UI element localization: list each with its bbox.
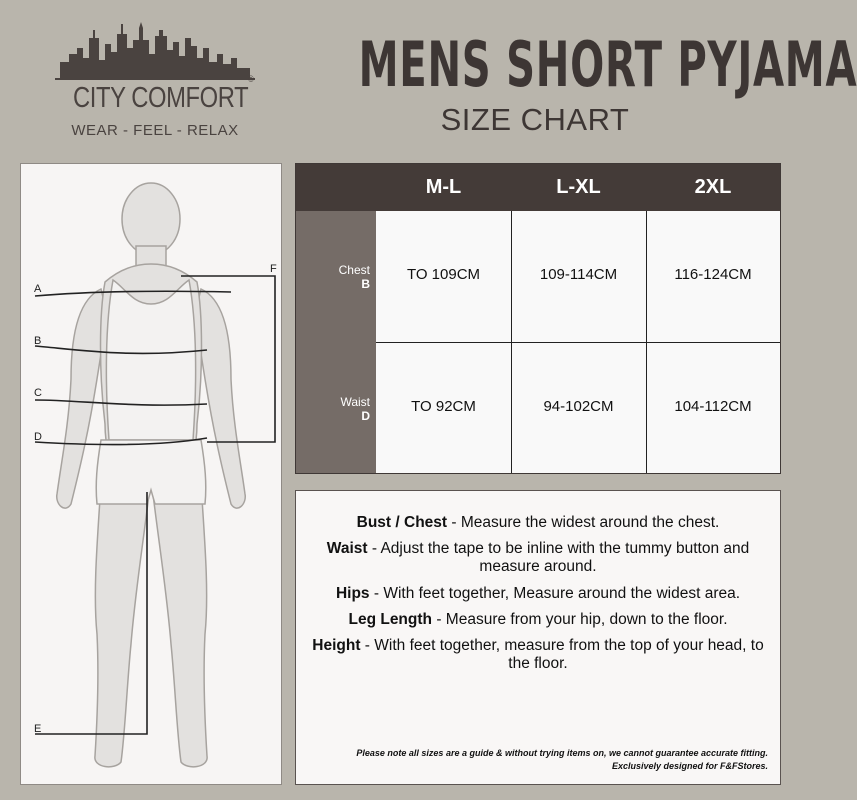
disclaimer-line: Please note all sizes are a guide & without trying items on, we cannot guarantee accurate fitting. <box>356 748 768 758</box>
marker-d: D <box>34 431 42 443</box>
brand-name: CITY COMFORT® <box>73 74 254 114</box>
marker-e: E <box>34 723 42 735</box>
measurement-instructions <box>295 490 781 785</box>
instruction-height: Height - With feet together, measure from the top of your head, to the floor. <box>312 637 764 672</box>
cell-waist-2xl: 104-112CM <box>674 398 752 415</box>
cell-chest-2xl: 116-124CM <box>674 266 752 283</box>
row-label-chest: Chest B <box>338 263 370 291</box>
row-label-waist: Waist D <box>340 395 370 423</box>
body-figure-illustration <box>21 164 281 784</box>
instruction-waist: Waist - Adjust the tape to be inline with the tummy button and measure around. <box>326 540 750 575</box>
size-header-l-xl: L-XL <box>556 176 601 198</box>
row-header-column <box>296 211 376 473</box>
cell-waist-l-xl: 94-102CM <box>543 398 614 415</box>
page-subtitle: SIZE CHART <box>440 102 630 137</box>
page-title: MENS SHORT PYJAMA <box>358 28 857 101</box>
size-header-2xl: 2XL <box>694 176 732 198</box>
instruction-chest: Bust / Chest - Measure the widest around the chest. <box>356 514 720 531</box>
skyline-icon <box>55 18 255 80</box>
table-header <box>296 164 780 211</box>
marker-a: A <box>34 283 42 295</box>
grid-line <box>376 342 780 343</box>
cell-chest-l-xl: 109-114CM <box>539 266 618 283</box>
marker-b: B <box>34 335 42 347</box>
instruction-leg-length: Leg Length - Measure from your hip, down to the floor. <box>348 611 728 628</box>
marker-f: F <box>270 263 277 275</box>
brand-logo <box>55 18 255 148</box>
size-table <box>295 163 781 474</box>
body-figure-panel <box>20 163 282 785</box>
marker-c: C <box>34 387 42 399</box>
brand-tagline: WEAR - FEEL - RELAX <box>71 122 239 139</box>
cell-waist-m-l: TO 92CM <box>411 398 476 415</box>
disclaimer-note <box>306 747 768 773</box>
disclaimer-credit: Exclusively designed for F&FStores. <box>611 761 768 771</box>
instruction-hips: Hips - With feet together, Measure around the widest area. <box>335 585 741 602</box>
cell-chest-m-l: TO 109CM <box>406 266 481 283</box>
size-header-m-l: M-L <box>425 176 462 198</box>
